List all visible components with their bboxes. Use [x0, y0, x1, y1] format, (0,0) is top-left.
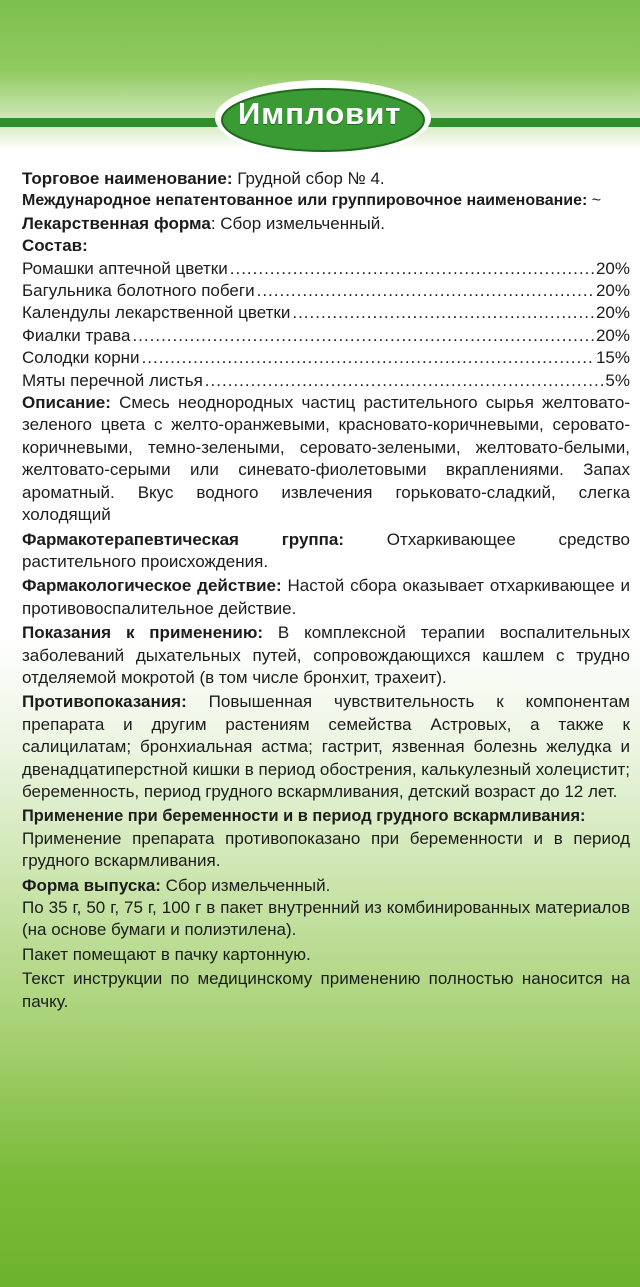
composition-item: Солодки корни ..... 15% — [22, 347, 630, 369]
instruction-text — [22, 168, 630, 1015]
composition-item: Мяты перечной листья ..... 5% — [22, 370, 630, 392]
composition-item: Багульника болотного побеги ..... 20% — [22, 280, 630, 302]
dot-leader — [292, 302, 594, 324]
description-section: Описание: Смесь неоднородных частиц растительного сырья желтовато-зеленого цвета с желто-оранжевыми, красновато-коричневыми, серовато-коричневыми, темно-зелеными, серовато-зелеными, желтовато-белыми, желтовато-серыми или синевато-фиолетовыми вкраплениями. Запах ароматный. Вкус водного извлечения горьковато-сладкий, слегка холодящий — [22, 393, 630, 525]
dot-leader — [205, 370, 604, 392]
pharm-action-section: Фармакологическое действие: Настой сбора оказывает отхаркивающее и противовоспалительное действие. — [22, 576, 630, 618]
trade-name: Торговое наименование: Грудной сбор № 4. — [22, 169, 385, 188]
composition-item: Календулы лекарственной цветки ..... 20% — [22, 302, 630, 324]
release-form-line: По 35 г, 50 г, 75 г, 100 г в пакет внутренний из комбинированных материалов (на основе бумаги и полиэтилена). — [22, 898, 630, 940]
dot-leader — [230, 258, 594, 280]
indications-section: Показания к применению: В комплексной терапии воспалительных заболеваний дыхательных путей, сопровождающихся кашлем с трудно отделяемой мокротой (в том числе бронхит, трахеит). — [22, 623, 630, 687]
contraindications-section: Противопоказания: Повышенная чувствительность к компонентам препарата и другим растениям семейства Астровых, а также к салицилатам; бронхиальная астма; гастрит, язвенная болезнь желудка и двенадцатиперстной кишки в период обострения, калькулезный холецистит; беременность, период грудного вскармливания, детский возраст до 12 лет. — [22, 692, 630, 801]
pregnancy-text: Применение препарата противопоказано при беременности и в период грудного вскармливания. — [22, 828, 630, 871]
composition-item: Ромашки аптечной цветки ..... 20% — [22, 258, 630, 280]
dosage-form: Лекарственная форма: Сбор измельченный. — [22, 213, 385, 233]
composition-heading: Состав: — [22, 236, 88, 256]
brand-logo-text: Импловит — [238, 96, 402, 131]
pharm-group-section: Фармакотерапевтическая группа: Отхаркивающее средство растительного происхождения. — [22, 529, 630, 571]
release-form: Форма выпуска: Сбор измельченный. — [22, 875, 331, 895]
composition-list — [22, 258, 630, 392]
dot-leader — [142, 347, 594, 369]
release-form-line: Пакет помещают в пачку картонную. — [22, 944, 311, 964]
dot-leader — [132, 325, 594, 347]
release-form-line: Текст инструкции по медицинскому применению полностью наносится на пачку. — [22, 969, 630, 1011]
dot-leader — [257, 280, 594, 302]
pregnancy-heading: Применение при беременности и в период грудного вскармливания: — [22, 807, 586, 826]
composition-item: Фиалки трава ..... 20% — [22, 325, 630, 347]
inn: Международное непатентованное или группировочное наименование: ~ — [22, 192, 602, 210]
